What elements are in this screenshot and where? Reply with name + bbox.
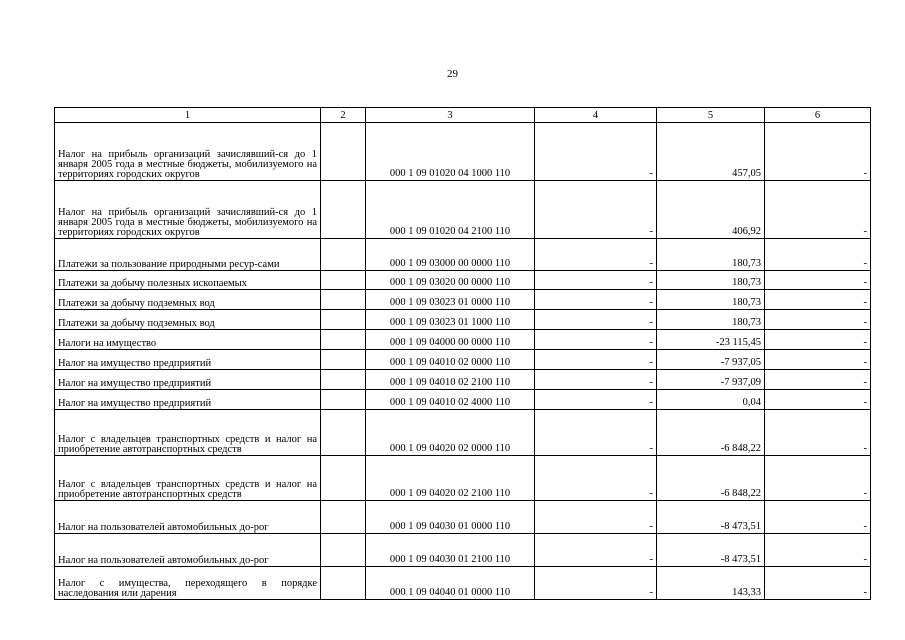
row-value: 180,73 <box>657 310 765 330</box>
table-row <box>55 567 871 600</box>
row-code: 000 1 09 04020 02 2100 110 <box>366 456 535 501</box>
header-col-2: 2 <box>321 108 366 123</box>
row-col-2 <box>321 350 366 370</box>
row-col-2 <box>321 239 366 271</box>
row-col-6: - <box>765 239 871 271</box>
row-col-2 <box>321 501 366 534</box>
table-row <box>55 123 871 181</box>
row-code: 000 1 09 04040 01 0000 110 <box>366 567 535 600</box>
row-name: Налог с имущества, переходящего в порядке наследования или дарения <box>55 567 321 600</box>
row-name: Платежи за добычу подземных вод <box>55 290 321 310</box>
row-name: Налог с владельцев транспортных средств и налог на приобретение автотранспортных средств <box>55 456 321 501</box>
row-code: 000 1 09 01020 04 2100 110 <box>366 181 535 239</box>
row-col-4: - <box>535 310 657 330</box>
table-row <box>55 410 871 456</box>
row-col-6: - <box>765 390 871 410</box>
row-col-2 <box>321 534 366 567</box>
table-row <box>55 330 871 350</box>
row-col-4: - <box>535 181 657 239</box>
row-col-4: - <box>535 290 657 310</box>
table-row <box>55 456 871 501</box>
row-col-6: - <box>765 410 871 456</box>
row-value: 0,04 <box>657 390 765 410</box>
row-col-6: - <box>765 123 871 181</box>
row-name: Налоги на имущество <box>55 330 321 350</box>
row-col-6: - <box>765 290 871 310</box>
row-value: 143,33 <box>657 567 765 600</box>
row-col-6: - <box>765 370 871 390</box>
row-name: Налог на прибыль организаций зачислявший-ся до 1 января 2005 года в местные бюджеты, мобилизуемого на территориях городских округов <box>55 123 321 181</box>
row-code: 000 1 09 04010 02 4000 110 <box>366 390 535 410</box>
row-col-4: - <box>535 239 657 271</box>
row-code: 000 1 09 04020 02 0000 110 <box>366 410 535 456</box>
row-value: 457,05 <box>657 123 765 181</box>
row-col-2 <box>321 567 366 600</box>
table-row <box>55 370 871 390</box>
table-row <box>55 390 871 410</box>
row-value: -6 848,22 <box>657 456 765 501</box>
header-col-5: 5 <box>657 108 765 123</box>
row-col-6: - <box>765 310 871 330</box>
row-code: 000 1 09 03023 01 1000 110 <box>366 310 535 330</box>
table-row <box>55 239 871 271</box>
row-code: 000 1 09 04030 01 0000 110 <box>366 501 535 534</box>
row-col-6: - <box>765 330 871 350</box>
row-name: Платежи за пользование природными ресур-сами <box>55 239 321 271</box>
row-col-2 <box>321 310 366 330</box>
header-row <box>55 108 871 123</box>
row-value: 180,73 <box>657 271 765 290</box>
row-col-6: - <box>765 501 871 534</box>
header-col-1: 1 <box>55 108 321 123</box>
row-col-6: - <box>765 534 871 567</box>
row-col-6: - <box>765 567 871 600</box>
row-col-2 <box>321 330 366 350</box>
table-row <box>55 290 871 310</box>
row-col-2 <box>321 410 366 456</box>
row-col-2 <box>321 290 366 310</box>
row-col-4: - <box>535 330 657 350</box>
row-value: -8 473,51 <box>657 534 765 567</box>
table-row <box>55 310 871 330</box>
table-row <box>55 271 871 290</box>
row-col-4: - <box>535 350 657 370</box>
row-col-4: - <box>535 370 657 390</box>
budget-table <box>54 107 871 600</box>
row-col-4: - <box>535 567 657 600</box>
row-code: 000 1 09 03023 01 0000 110 <box>366 290 535 310</box>
row-code: 000 1 09 04010 02 0000 110 <box>366 350 535 370</box>
row-name: Налог на имущество предприятий <box>55 350 321 370</box>
row-value: -7 937,09 <box>657 370 765 390</box>
row-col-4: - <box>535 390 657 410</box>
row-name: Налог на пользователей автомобильных до-рог <box>55 501 321 534</box>
row-col-4: - <box>535 456 657 501</box>
row-name: Налог на имущество предприятий <box>55 390 321 410</box>
row-code: 000 1 09 01020 04 1000 110 <box>366 123 535 181</box>
row-col-6: - <box>765 271 871 290</box>
row-col-6: - <box>765 456 871 501</box>
page-number: 29 <box>447 68 458 80</box>
row-value: -7 937,05 <box>657 350 765 370</box>
row-col-2 <box>321 123 366 181</box>
row-col-2 <box>321 181 366 239</box>
row-name: Налог на имущество предприятий <box>55 370 321 390</box>
row-col-4: - <box>535 123 657 181</box>
row-col-2 <box>321 271 366 290</box>
row-value: 180,73 <box>657 290 765 310</box>
header-col-6: 6 <box>765 108 871 123</box>
table-row <box>55 350 871 370</box>
row-col-2 <box>321 370 366 390</box>
table-row <box>55 534 871 567</box>
row-name: Платежи за добычу полезных ископаемых <box>55 271 321 290</box>
row-col-4: - <box>535 501 657 534</box>
row-col-4: - <box>535 410 657 456</box>
row-col-6: - <box>765 350 871 370</box>
row-code: 000 1 09 04010 02 2100 110 <box>366 370 535 390</box>
row-code: 000 1 09 04000 00 0000 110 <box>366 330 535 350</box>
row-col-2 <box>321 390 366 410</box>
row-code: 000 1 09 04030 01 2100 110 <box>366 534 535 567</box>
row-name: Платежи за добычу подземных вод <box>55 310 321 330</box>
header-col-4: 4 <box>535 108 657 123</box>
row-col-6: - <box>765 181 871 239</box>
row-value: -6 848,22 <box>657 410 765 456</box>
row-col-4: - <box>535 271 657 290</box>
row-value: 180,73 <box>657 239 765 271</box>
row-code: 000 1 09 03020 00 0000 110 <box>366 271 535 290</box>
row-col-2 <box>321 456 366 501</box>
row-value: -8 473,51 <box>657 501 765 534</box>
row-value: 406,92 <box>657 181 765 239</box>
header-col-3: 3 <box>366 108 535 123</box>
row-name: Налог на пользователей автомобильных до-рог <box>55 534 321 567</box>
table-row <box>55 181 871 239</box>
row-code: 000 1 09 03000 00 0000 110 <box>366 239 535 271</box>
row-name: Налог с владельцев транспортных средств и налог на приобретение автотранспортных средств <box>55 410 321 456</box>
row-value: -23 115,45 <box>657 330 765 350</box>
table-row <box>55 501 871 534</box>
row-col-4: - <box>535 534 657 567</box>
row-name: Налог на прибыль организаций зачислявший-ся до 1 января 2005 года в местные бюджеты, мобилизуемого на территориях городских округов <box>55 181 321 239</box>
